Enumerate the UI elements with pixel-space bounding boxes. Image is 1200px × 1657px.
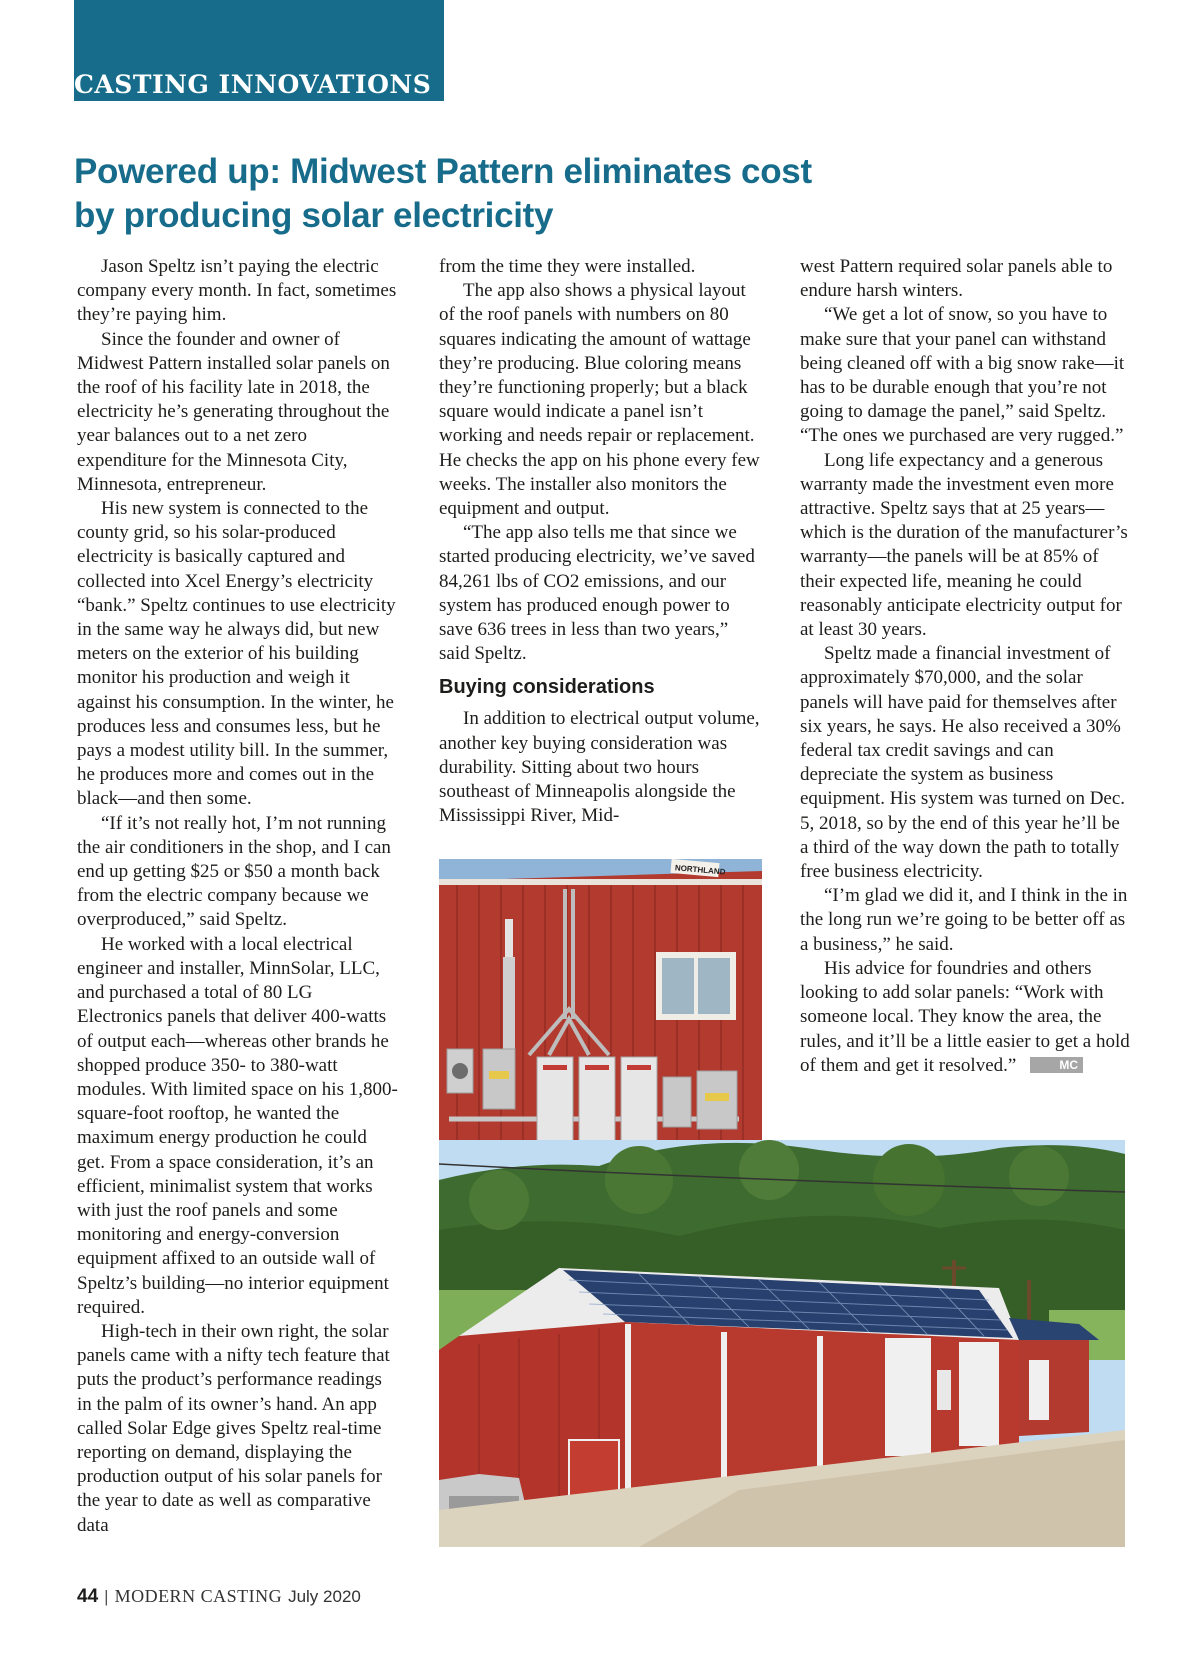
text-column-1 [77,255,399,1538]
article-title: Powered up: Midwest Pattern eliminates cost by producing solar electricity [74,152,812,235]
paragraph: Since the founder and owner of Midwest Pattern installed solar panels on the roof of his facility late in 2018, the electricity he’s generating throughout the year balances out to a net zero expenditure for the Minnesota City, Minnesota, entrepreneur. [77,328,390,495]
paragraph-text: His advice for foundries and others looking to add solar panels: “Work with someone local. They know the area, the rules, and it’ll be a little easier to get a hold of them and get it resolved.” [800,957,1130,1076]
paragraph: High-tech in their own right, the solar panels came with a nifty tech feature that puts the product’s performance readings in the palm of its owner’s hand. An app called Solar Edge gives Speltz real-time reporting on demand, displaying the production output of his solar panels for the year to date as well as comparative data [77,1320,390,1536]
paragraph: “The app also tells me that since we started producing electricity, we’ve saved 84,261 lbs of CO2 emissions, and our system has produced enough power to save 636 trees in less than two years,” said Speltz. [439,522,755,665]
issue-date: July 2020 [288,1587,361,1606]
text-column-2 [439,255,762,828]
wall-sign-text: NORTHLAND [674,863,726,877]
publication-name: MODERN CASTING [114,1586,283,1606]
paragraph: He worked with a local electrical engineer and installer, MinnSolar, LLC, and purchased a total of 80 LG Electronics panels that deliver 400-watts of output each—whereas other brands he shopped produce 350- to 380-watt modules. With limited space on his 1,800-square-foot rooftop, he wanted the maximum energy production he could get. From a space consideration, it’s an efficient, minimalist system that works with just the roof panels and some monitoring and energy-conversion equipment affixed to an outside wall of Speltz’s building—no interior equipment required. [77,933,398,1318]
footer-separator: | [104,1587,109,1606]
photo-solar-building [439,1140,1125,1547]
paragraph: west Pattern required solar panels able to endure harsh winters. [800,256,1113,302]
paragraph: In addition to electrical output volume, another key buying consideration was durability. Sitting about two hours southeast of Minneapolis alongside the Mississippi River, Mid- [439,708,760,827]
text-column-3 [800,255,1130,1078]
paragraph: The app also shows a physical layout of the roof panels with numbers on 80 squares indicating the amount of wattage they’re producing. Blue coloring means they’re functioning properly; but a black square would indicate a panel isn’t working and needs repair or replacement. He checks the app on his phone every few weeks. The installer also monitors the equipment and output. [439,280,760,520]
paragraph: Long life expectancy and a generous warranty made the investment even more attractive. Speltz says that at 25 years—which is the duration of the manufacturer’s warranty—the panels will be at 85% of their expected life, meaning he could reasonably anticipate electricity output for at least 30 years. [800,449,1128,641]
end-mark-badge: MC [1030,1057,1083,1073]
page-footer [77,1583,361,1609]
page-number: 44 [77,1586,99,1607]
paragraph: Jason Speltz isn’t paying the electric company every month. In fact, sometimes they’re paying him. [77,256,397,326]
paragraph: “I’m glad we did it, and I think in the in the long run we’re going to be better off as a business,” he said. [800,885,1128,955]
paragraph: His new system is connected to the county grid, so his solar-produced electricity is basically captured and collected into Xcel Energy’s electricity “bank.” Speltz continues to use electricity in the same way he always did, but new meters on the exterior of his building monitor his production and weigh it against his consumption. In the winter, he produces less and consumes less, but he pays a modest utility bill. In the summer, he produces more and comes out in the black—and then some. [77,498,396,810]
section-label: CASTING INNOVATIONS [74,70,432,99]
paragraph: “We get a lot of snow, so you have to make sure that your panel can withstand being cleaned off with a big snow rake—it has to be durable enough that you’re not going to damage the panel,” said Speltz. “The ones we purchased are very rugged.” [800,304,1125,447]
paragraph: “If it’s not really hot, I’m not running the air conditioners in the shop, and I can end up getting $25 or $50 a month back from the electric company because we overproduced,” said Speltz. [77,812,391,931]
paragraph: from the time they were installed. [439,256,696,277]
photo-electrical-wall [439,859,762,1170]
paragraph [800,957,1130,1078]
subheading: Buying considerations [439,676,655,699]
paragraph: Speltz made a financial investment of approximately $70,000, and the solar panels will have paid for themselves after six years, he says. He also received a 30% federal tax credit savings and can depreciate the system as business equipment. His system was turned on Dec. 5, 2018, so by the end of this year he’ll be a third of the way down the path to totally free business electricity. [800,643,1126,883]
